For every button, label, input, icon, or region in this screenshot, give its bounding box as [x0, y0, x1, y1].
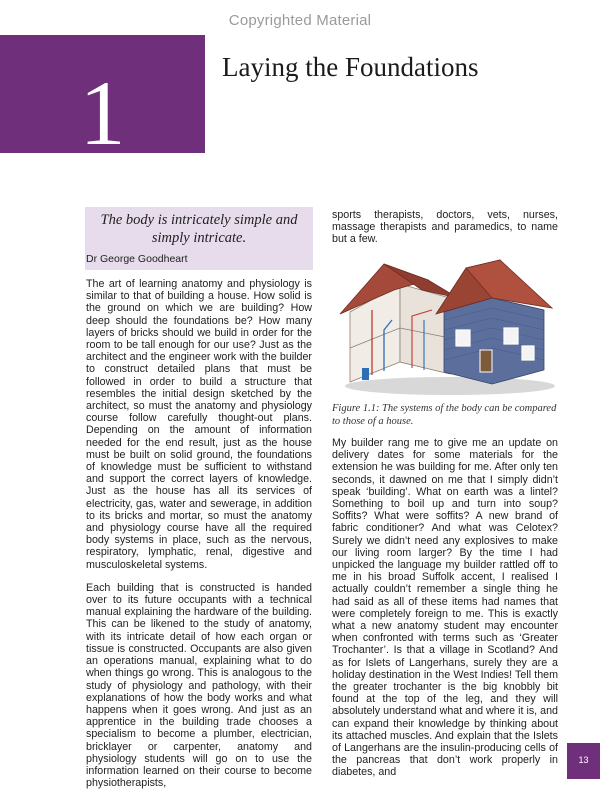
paragraph: sports therapists, doctors, vets, nurses, massage therapists and paramedics, to name but a few. [332, 209, 558, 246]
page-number: 13 [578, 755, 589, 765]
page-number-tab [567, 743, 600, 779]
chapter-number: 1 [79, 62, 126, 164]
chapter-number-block [0, 35, 205, 164]
paragraph: The art of learning anatomy and physiology is similar to that of building a house. How solid is the ground on which we are building? How deep should the foundations be? How many layers of bricks should we build in order for the room to be tall enough for our use? Just as the architect and the engineer work with the builder to construct detailed plans that must be followed in order to build a structure that resembles the initial design sketched by the architect, so must the anatomy and physiology course follow carefully thought-out plans. Depending on the amount of information needed for the end result, just as the house must be built on solid ground, the foundations of knowledge must be sufficient to withstand and support the correct layers of knowledge. Just as the house has all its services of electricity, gas, water and sewerage, in addition to its bricks and mortar, so must the anatomy and physiology course have all the required body systems in place, such as the nervous, respiratory, lymphatic, renal, digestive and musculoskeletal systems. [86, 278, 312, 571]
left-column [86, 278, 312, 800]
paragraph: My builder rang me to give me an update on delivery dates for some materials for the extension he was building for me. After only ten seconds, it dawned on me that I simply didn’t speak ‘building’. What on earth was a lintel? Something to boil up and turn into soup? Soffits? What were soffits? A new brand of fabric conditioner? And what was Celotex? Surely we didn’t need any explosives to make our living room larger? By the time I had unpicked the language my builder rattled off to me in his broad Suffolk accent, I realised I actually couldn’t remember a single thing he had said as all of these items had names that were completely foreign to me. This is exactly what a new anatomy student may encounter when confronted with terms such as ‘Greater Trochanter’. Is that a village in Scotland? And as for Islets of Langerhans, surely they are a holiday destination in the West Indies! Tell them the greater trochanter is the big knobbly bit found at the top of the leg, and they will absolutely understand what and where it is, and can expand their knowledge by thinking about its attached muscles. And explain that the Islets of Langerhans are the insulin-producing cells of the pancreas that don’t work properly in diabetes, and [332, 437, 558, 779]
epigraph-author: Dr George Goodheart [86, 253, 188, 265]
chapter-title: Laying the Foundations [222, 52, 479, 82]
paragraph: Each building that is constructed is handed over to its future occupants with a technical manual explaining the hardware of the building. This can be likened to the study of anatomy, with its intricate detail of how each organ or tissue is constructed. Occupants are also given an operations manual, explaining what to do when things go wrong. This is analogous to the study of physiology and pathology, with their explanations of how the body works and what happens when it goes wrong. And just as an apprentice in the building trade chooses a specialism to become a plumber, electrician, bricklayer or carpenter, anatomy and physiology students will go on to use the information learned on their course to become physiotherapists, [86, 581, 312, 790]
right-column [332, 437, 558, 779]
epigraph-quote: The body is intricately simple and simply intricate. [100, 212, 298, 246]
copyright-watermark: Copyrighted Material [228, 12, 372, 29]
figure-caption: Figure 1.1: The systems of the body can be compared to those of a house. [332, 403, 557, 427]
right-column-top [332, 209, 558, 246]
house-cutaway-illustration [332, 250, 558, 400]
